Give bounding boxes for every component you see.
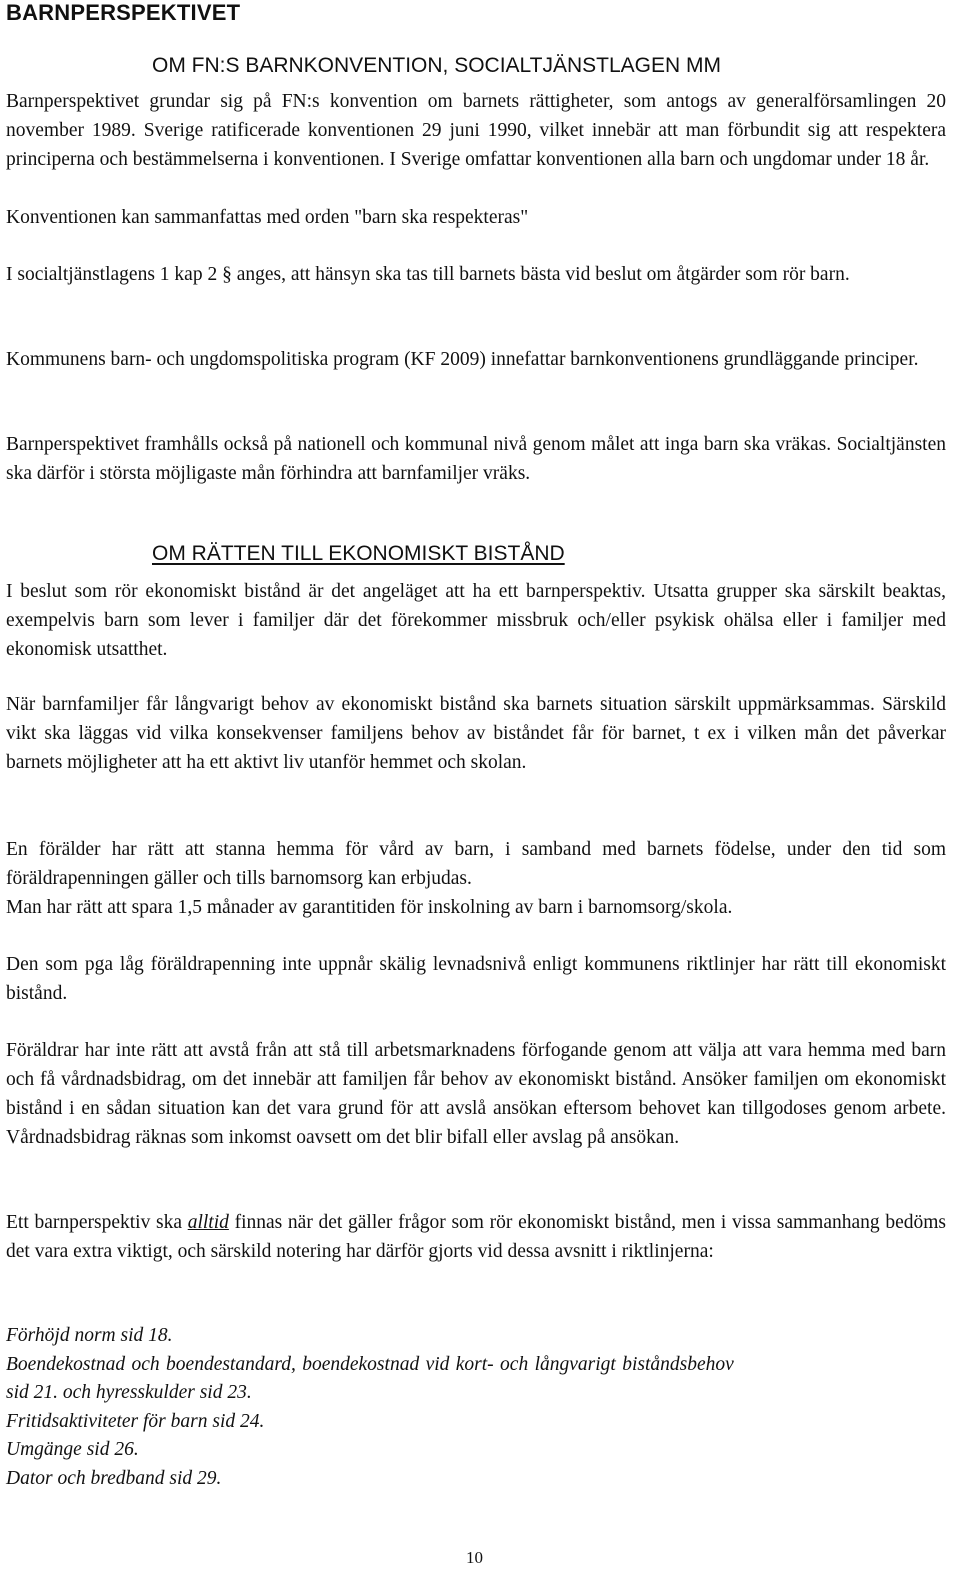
paragraph-socialtjanstlagen: I socialtjänstlagens 1 kap 2 § anges, att hänsyn ska tas till barnets bästa vid beslut om åtgärder som rör barn.: [6, 264, 850, 285]
paragraph-barnperspektiv-beslut: I beslut som rör ekonomiskt bistånd är det angeläget att ha ett barnperspektiv. Utsatta grupper ska särskilt beaktas, exempelvis barn som lever i familjer där det förekommer missbruk och/eller psykisk ohälsa eller i familjer med ekonomisk utsatthet.: [6, 581, 946, 660]
paragraph-barnkonvention-summary: Konventionen kan sammanfattas med orden "barn ska respekteras": [6, 207, 529, 228]
text-before-emphasis: Ett barnperspektiv ska: [6, 1212, 188, 1233]
paragraph-vrakning: Barnperspektivet framhålls också på nationell och kommunal nivå genom målet att inga barn ska vräkas. Socialtjänsten ska därför i största möjligaste mån förhindra att barnfamiljer vräks.: [6, 434, 946, 484]
page-number: 10: [466, 1548, 483, 1567]
paragraph-vard-av-barn: En förälder har rätt att stanna hemma för vård av barn, i samband med barnets födelse, under den tid som föräldrapenningen gäller och tills barnomsorg kan erbjudas.: [6, 839, 946, 889]
reference-item: sid 21. och hyresskulder sid 23.: [6, 1382, 252, 1404]
page-title: BARNPERSPEKTIVET: [6, 0, 241, 25]
reference-item: Dator och bredband sid 29.: [6, 1467, 222, 1489]
section-heading-ekonomiskt-bistand: OM RÄTTEN TILL EKONOMISKT BISTÅND: [152, 542, 565, 565]
reference-item: Förhöjd norm sid 18.: [6, 1325, 173, 1346]
paragraph-foraldrapenning: Den som pga låg föräldrapenning inte uppnår skälig levnadsnivå enligt kommunens riktlinjer har rätt till ekonomiskt bistånd.: [6, 954, 946, 1004]
text-after-emphasis: finnas när det gäller frågor som rör ekonomiskt bistånd, men i vissa sammanhang bedöms det vara extra viktigt, och särskild notering har därför gjorts vid dessa avsnitt i riktlinjerna:: [6, 1212, 946, 1262]
paragraph-ungdomspolitiska-program: Kommunens barn- och ungdomspolitiska program (KF 2009) innefattar barnkonventionens grundläggande principer.: [6, 349, 919, 370]
reference-list: [6, 1322, 951, 1494]
paragraph-barnkonvention-intro: Barnperspektivet grundar sig på FN:s konvention om barnets rättigheter, som antogs av generalförsamlingen 20 november 1989. Sverige ratificerade konventionen 29 juni 1990, vilket innebär att man förbundit sig att respektera principerna och bestämmelserna i konventionen. I Sverige omfattar konventionen alla barn och ungdomar under 18 år.: [6, 91, 946, 170]
section-heading-barnkonvention: OM FN:S BARNKONVENTION, SOCIALTJÄNSTLAGEN MM: [152, 54, 722, 77]
emphasis-alltid: alltid: [187, 1212, 229, 1233]
paragraph-garantitid: Man har rätt att spara 1,5 månader av garantitiden för inskolning av barn i barnomsorg/skola.: [6, 897, 733, 918]
paragraph-alltid-barnperspektiv: [6, 1208, 946, 1266]
reference-item: Umgänge sid 26.: [6, 1439, 139, 1461]
paragraph-langvarigt-behov: När barnfamiljer får långvarigt behov av ekonomiskt bistånd ska barnets situation särskilt uppmärksammas. Särskild vikt ska läggas vid vilka konsekvenser familjens behov av biståndet får för barnet, t ex i vilken mån det påverkar barnets möjligheter att ha ett aktivt liv utanför hemmet och skolan.: [6, 694, 946, 773]
paragraph-vardnadsbidrag: Föräldrar har inte rätt att avstå från att stå till arbetsmarknadens förfogande genom att välja att vara hemma med barn och få vårdnadsbidrag, om det innebär att familjen får behov av ekonomiskt bistånd. Ansöker familjen om ekonomiskt bistånd i en sådan situation kan det vara grund för att avslå ansökan eftersom behovet kan tillgodoses genom arbete. Vårdnadsbidrag räknas som inkomst oavsett om det blir bifall eller avslag på ansökan.: [6, 1040, 946, 1148]
reference-item: Fritidsaktiviteter för barn sid 24.: [6, 1410, 265, 1432]
reference-item: Boendekostnad och boendestandard, boendekostnad vid kort- och långvarigt biståndsbehov: [6, 1353, 734, 1375]
